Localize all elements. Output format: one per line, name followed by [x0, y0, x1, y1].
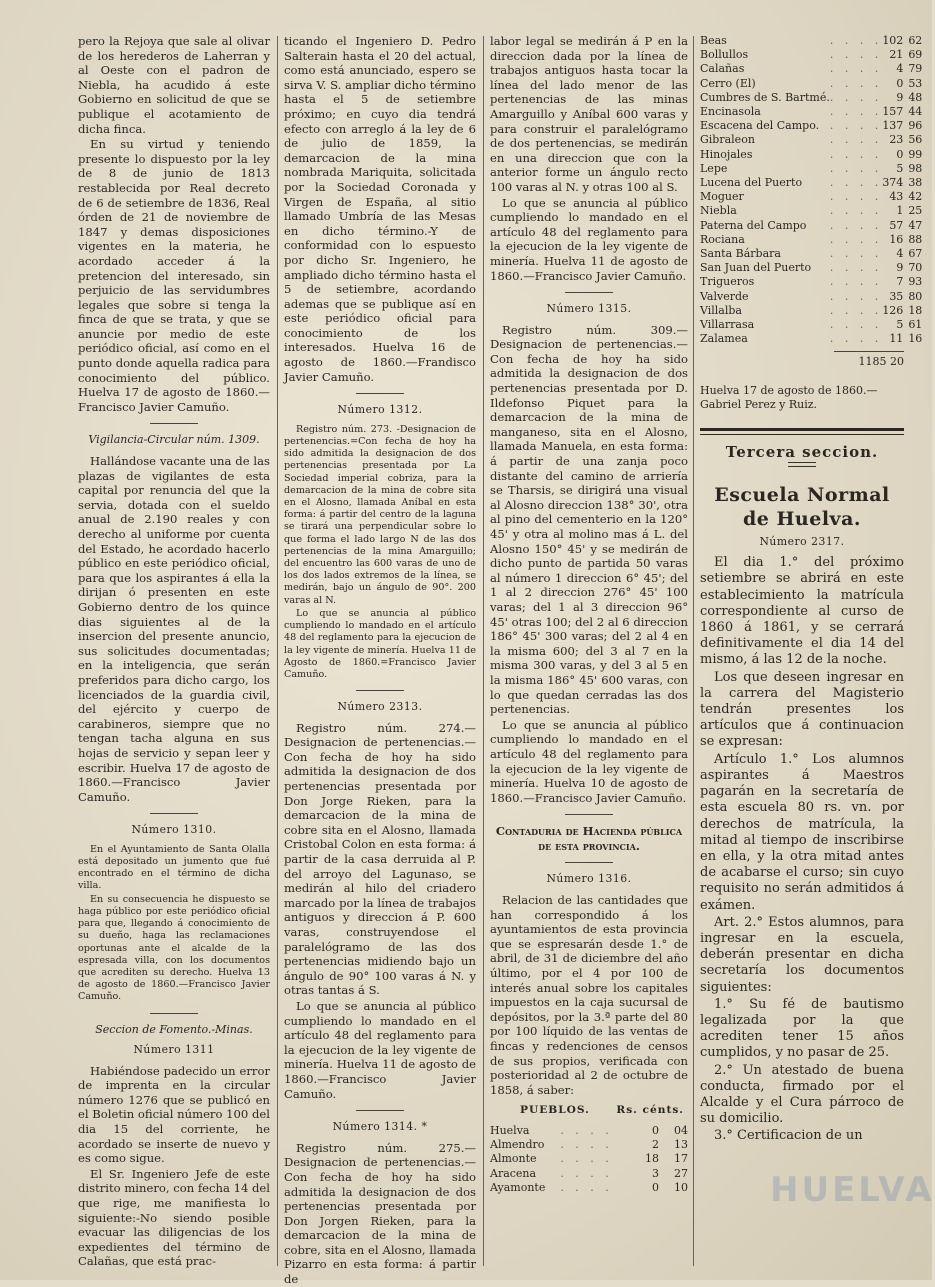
- dot-leader: . . . .: [829, 318, 883, 332]
- column-rule: [483, 36, 484, 1266]
- reales-value: 157: [882, 105, 904, 119]
- reales-value: 7: [896, 275, 904, 289]
- table-row: [700, 290, 922, 304]
- total-rule: [834, 351, 904, 352]
- table-row: [700, 162, 922, 176]
- centimos-value: 47: [908, 218, 923, 232]
- centimos-value: 88: [908, 232, 923, 246]
- centimos-value: 99: [908, 147, 923, 161]
- paragraph: En el Ayuntamiento de Santa Olalla está depositado un jumento que fué encontrado en el término de dicha villa.: [78, 843, 270, 892]
- dot-leader: . . . .: [829, 261, 883, 275]
- place-name: Santa Bárbara: [700, 247, 781, 261]
- place-name: San Juan del Puerto: [700, 261, 812, 275]
- reales-value: 1: [896, 204, 904, 218]
- paragraph: 1.° Su fé de bautismo legalizada por la que acrediten tener 15 años cumplidos, y no pasar de 25.: [700, 996, 904, 1061]
- paragraph: El Sr. Ingeniero Jefe de este distrito minero, con fecha 14 del que rige, me manifiesta lo siguiente:-No siendo posible evacuar las diligencias de los expedientes del término de Calañas, que está prac-: [78, 1166, 270, 1269]
- centimos-value: 13: [674, 1138, 688, 1152]
- watermark-stamp: HUELVA: [770, 1170, 935, 1210]
- amounts-table: [700, 34, 922, 346]
- centimos-value: 53: [908, 76, 923, 90]
- table-row: [700, 91, 922, 105]
- table-row: [700, 304, 922, 318]
- table-row: [490, 1167, 688, 1181]
- notice-number: Número 1310.: [131, 823, 217, 837]
- dot-leader: . . . .: [560, 1166, 613, 1180]
- column-header: PUEBLOS.: [520, 1104, 590, 1117]
- separator: [356, 690, 404, 691]
- reales-value: 23: [889, 133, 904, 147]
- reales-value: 126: [882, 303, 904, 317]
- column-3: [490, 34, 688, 1270]
- dot-leader: . . . .: [829, 48, 883, 62]
- reales-value: 43: [889, 190, 904, 204]
- place-name: Almonte: [490, 1152, 537, 1166]
- table-header: [520, 1103, 684, 1118]
- separator: [356, 393, 404, 394]
- reales-value: 18: [645, 1152, 659, 1166]
- centimos-value: 79: [908, 62, 923, 76]
- table-row: [700, 148, 922, 162]
- centimos-value: 48: [908, 90, 923, 104]
- place-name: Almendro: [490, 1138, 545, 1152]
- table-row: [700, 119, 922, 133]
- centimos-value: 62: [908, 34, 923, 47]
- table-row: [700, 176, 922, 190]
- place-name: Niebla: [700, 204, 737, 218]
- reales-value: 0: [896, 147, 904, 161]
- paragraph: Hallándose vacante una de las plazas de vigilantes de esta capital por renuncia del que la servia, dotada con el sueldo anual de 2.190 reales y con derecho al uniforme por cuenta del Estado, he acordado hacerlo público en este periódico oficial, para que los aspirantes á ella la dirijan ó presenten en este Gobierno dentro de los quince dias siguientes al de la insercion del presente anuncio, sus solicitudes documentadas; en la inteligencia, que serán preferidos para dicho cargo, los licenciados de la guardia civil, del ejército y cuerpo de carabineros, siempre que no tengan tacha alguna en sus hojas de servicio y sepan leer y escribir. Huelva 17 de agosto de 1860.—Francisco Javier Camuño.: [78, 454, 270, 804]
- paragraph: 2.° Un atestado de buena conducta, firmado por el Alcalde y el Cura párroco de su domicilio.: [700, 1062, 904, 1127]
- paragraph: Habiéndose padecido un error de imprenta en la circular número 1276 que se publicó en el Boletin oficial número 100 del dia 15 del corriente, he acordado se inserte de nuevo y es como sigue.: [78, 1063, 270, 1166]
- dot-leader: . . . .: [829, 105, 883, 119]
- dot-leader: . . . .: [829, 176, 883, 190]
- column-1: [78, 34, 270, 1270]
- signature-line: Huelva 17 de agosto de 1860.—Gabriel Perez y Ruiz.: [700, 384, 878, 412]
- table-row: [700, 133, 922, 147]
- centimos-value: 56: [908, 133, 923, 147]
- place-name: Escacena del Campo.: [700, 119, 820, 133]
- reales-value: 5: [896, 318, 904, 332]
- separator: [150, 813, 198, 814]
- separator: [565, 814, 613, 815]
- centimos-value: 98: [908, 161, 923, 175]
- table-row: [490, 1181, 688, 1195]
- place-name: Paterna del Campo: [700, 218, 807, 232]
- notice-number: Número 1311: [133, 1043, 215, 1057]
- paragraph: Lo que se anuncia al público cumpliendo lo mandado en el artículo 48 del reglamento para la ejecucion de la ley vigente de minería. Huelva 10 de agosto de 1860.—Francisco Javier Camuño.: [490, 717, 688, 805]
- dot-leader: . . . .: [829, 332, 883, 346]
- paragraph: Lo que se anuncia al público cumpliendo lo mandado en el artículo 48 del reglamento para la ejecucion de la ley vigente de minería. Huelva 11 de Agosto de 1860.=Francisco Javier Camuño.: [284, 607, 476, 680]
- centimos-value: 80: [908, 289, 923, 303]
- paragraph: Lo que se anuncia al público cumpliendo lo mandado en el artículo 48 del reglamento para la ejecucion de la ley vigente de minería. Huelva 11 de agosto de 1860.—Francisco Javier Camuño.: [490, 195, 688, 283]
- centimos-value: 17: [674, 1152, 688, 1166]
- dot-leader: . . . .: [829, 303, 883, 317]
- dot-leader: . . . .: [829, 133, 883, 147]
- reales-value: 102: [882, 34, 904, 47]
- table-row: [700, 34, 922, 48]
- reales-value: 3: [652, 1166, 659, 1180]
- centimos-value: 93: [908, 275, 923, 289]
- reales-value: 4: [896, 247, 904, 261]
- place-name: Rociana: [700, 232, 745, 246]
- dot-leader: . . . .: [829, 76, 883, 90]
- section-heading: Vigilancia-Circular núm. 1309.: [88, 433, 260, 447]
- reales-value: 4: [896, 62, 904, 76]
- column-2: [284, 34, 476, 1287]
- reales-value: 2: [652, 1138, 659, 1152]
- dot-leader: . . . .: [829, 147, 883, 161]
- column-header: Rs. cénts.: [616, 1104, 684, 1117]
- paragraph: Registro núm. 275.—Designacion de pertenencias.—Con fecha de hoy ha sido admitida la designacion de dos pertenencias presentada por Don Jorgen Rieken, para la demarcacion de la mina de cobre, sita en el Alosno, llamada Pizarro en esta forma: á partir de: [284, 1140, 476, 1287]
- dot-leader: . . . .: [560, 1180, 613, 1194]
- place-name: Beas: [700, 34, 727, 47]
- total-value: 1185 20: [858, 355, 904, 369]
- notice-number: Número 2317.: [759, 534, 845, 548]
- place-name: Cerro (El): [700, 76, 756, 90]
- place-name: Bollullos: [700, 48, 749, 62]
- place-name: Zalamea: [700, 332, 748, 346]
- reales-value: 9: [896, 90, 904, 104]
- table-row: [700, 204, 922, 218]
- paragraph: 3.° Certificacion de un: [714, 1128, 863, 1144]
- paragraph: Art. 2.° Estos alumnos, para ingresar en la escuela, deberán presentar en dicha secretaría los documentos siguientes:: [700, 914, 904, 995]
- separator: [150, 423, 198, 424]
- place-name: Huelva: [490, 1123, 530, 1137]
- reales-value: 57: [889, 218, 904, 232]
- separator: [565, 292, 613, 293]
- paragraph: ticando el Ingeniero D. Pedro Salterain hasta el 20 del actual, como está anunciado, espero se sirva V. S. ampliar dicho término hasta el 5 de setiembre próximo; en cuyo dia tendrá efecto con arreglo á la ley de 6 de julio de 1859, la demarcacion de la mina nombrada Mariquita, solicitada por la Sociedad Coronada y Virgen de España, al sitio llamado Umbría de las Mesas en dicho término.-Y de conformidad con lo espuesto por dicho Sr. Ingeniero, he ampliado dicho término hasta el 5 de setiembre, acordando ademas que se publique así en este periódico oficial para conocimiento de los interesados. Huelva 16 de agosto de 1860.—Frandisco Javier Camuño.: [284, 34, 476, 384]
- divider: [700, 428, 904, 431]
- reales-value: 35: [889, 289, 904, 303]
- notice-number: Número 1314. *: [332, 1120, 428, 1134]
- paragraph: Registro núm. 274.—Designacion de pertenencias.—Con fecha de hoy ha sido admitida la designacion de dos pertenencias presentada por Don Jorge Rieken, para la demarcacion de la mina de cobre sita en el Alosno, llamada Cristobal Colon en esta forma: á partir de la casa derruida al P. del arroyo del Lagunaso, se medirán al hilo del criadero marcado por la línea de trabajos antiguos y direccion á P. 600 varas, construyendose el paralelógramo de las dos pertenencias midiendo bajo un ángulo de 90° 100 varas á N. y otras tantas á S.: [284, 720, 476, 998]
- place-name: Gibraleon: [700, 133, 755, 147]
- centimos-value: 69: [908, 48, 923, 62]
- section-title: Tercera seccion.: [725, 443, 879, 462]
- place-name: Lepe: [700, 161, 728, 175]
- table-row: [700, 77, 922, 91]
- paragraph: En su virtud y teniendo presente lo dispuesto por la ley de 8 de junio de 1813 restablecida por Real decreto de 6 de setiembre de 1836, Real órden de 21 de noviembre de 1847 y demas disposiciones vigentes en la materia, he acordado acceder á la pretencion del interesado, sin perjuicio de las servidumbres legales que sobre si tenga la finca de que se trata, y que se anuncie por medio de este periódico oficial, así como en el punto donde aquella radica para conocimiento del público. Huelva 17 de agosto de 1860.—Francisco Javier Camuño.: [78, 137, 270, 414]
- centimos-value: 25: [908, 204, 923, 218]
- separator: [565, 862, 613, 863]
- table-row: [490, 1152, 688, 1166]
- dot-leader: . . . .: [829, 289, 883, 303]
- paragraph: Registro núm. 273. -Designacion de pertenencias.=Con fecha de hoy ha sido admitida la designacion de dos pertenencias presentada por La Sociedad imperial cobriza, para la demarcacion de la mina de cobre sita en el Alosno, llamada Aníbal en esta forma: á partir del centro de la laguna se tirará una perpendicular sobre lo que forma el lado largo N de las dos pertenencias de la mina Amarguillo; del encuentro las 600 varas de uno de los dos lados extremos de la línea, se medirán, bajo un ángulo de 90°. 200 varas al N.: [284, 423, 476, 606]
- table-row: [700, 62, 922, 76]
- centimos-value: 16: [908, 332, 923, 346]
- place-name: Lucena del Puerto: [700, 176, 803, 190]
- dot-leader: . . . .: [829, 90, 883, 104]
- table-row: [700, 261, 922, 275]
- table-row: [490, 1124, 688, 1138]
- reales-value: 16: [889, 232, 904, 246]
- column-4: [700, 34, 923, 1270]
- dot-leader: . . . .: [829, 34, 883, 47]
- place-name: Hinojales: [700, 147, 753, 161]
- separator: [150, 1013, 198, 1014]
- reales-value: 9: [896, 261, 904, 275]
- centimos-value: 61: [908, 318, 923, 332]
- dot-leader: . . . .: [829, 218, 883, 232]
- reales-value: 374: [882, 176, 904, 190]
- reales-value: 137: [882, 119, 904, 133]
- dot-leader: . . . .: [829, 62, 883, 76]
- dot-leader: . . . .: [829, 232, 883, 246]
- reales-value: 0: [652, 1180, 659, 1194]
- table-row: [700, 247, 922, 261]
- place-name: Calañas: [700, 62, 745, 76]
- paragraph: Los que deseen ingresar en la carrera del Magisterio tendrán presentes los artículos que á continuacion se expresan:: [700, 669, 904, 750]
- place-name: Aracena: [490, 1166, 537, 1180]
- table-row: [700, 219, 922, 233]
- section-heading: Contaduria de Hacienda pública de esta provincia.: [495, 824, 683, 853]
- paragraph: Artículo 1.° Los alumnos aspirantes á Maestros pagarán en la secretaría de esta escuela 80 rs. vn. por derechos de matrícula, la mitad al tiempo de inscribirse en ella, y la otra mitad antes de acabarse el curso; sin cuyo requisito no serán admitidos á exámen.: [700, 751, 904, 913]
- article-title: Escuela Normal de Huelva.: [714, 483, 890, 530]
- table-row: [700, 48, 922, 62]
- centimos-value: 44: [908, 105, 923, 119]
- dot-leader: . . . .: [560, 1123, 613, 1137]
- table-row: [700, 332, 922, 346]
- dot-leader: . . . .: [829, 204, 883, 218]
- place-name: Valverde: [700, 289, 749, 303]
- dot-leader: . . . .: [829, 275, 883, 289]
- paragraph: labor legal se medirán á P en la direccion dada por la línea de trabajos antiguos hasta tocar la línea del lado menor de las pertenencias de las minas Amarguillo y Aníbal 600 varas y para construir el paralelógramo de dos pertenencias, se medirán en una direccion que con la anterior forme un ángulo recto 100 varas al N. y otras 100 al S.: [490, 34, 688, 194]
- paragraph: Lo que se anuncia al público cumpliendo lo mandado en el artículo 48 del reglamento para la ejecucion de la ley vigente de minería. Huelva 11 de agosto de 1860.—Francisco Javier Camuño.: [284, 998, 476, 1101]
- column-rule: [277, 36, 278, 1266]
- column-rule: [693, 36, 694, 1266]
- centimos-value: 38: [908, 176, 923, 190]
- reales-value: 21: [889, 48, 904, 62]
- dot-leader: . . . .: [560, 1138, 613, 1152]
- centimos-value: 42: [908, 190, 923, 204]
- amounts-table: [490, 1124, 688, 1195]
- paragraph: Relacion de las cantidades que han correspondido á los ayuntamientos de esta provincia que se espresarán desde 1.° de abril, de 31 de diciembre del año último, por el 4 por 100 de interés anual sobre los capitales impuestos en la caja sucursal de depósitos, por la 3.ª parte del 80 por 100 líquido de las ventas de fincas y redenciones de censos de sus propios, verificada con posterioridad al 2 de octubre de 1858, á saber:: [490, 893, 688, 1097]
- paragraph: pero la Rejoya que sale al olivar de los herederos de Laherran y al Oeste con el padron de Niebla, ha acudido á este Gobierno en solicitud de que se publique el acotamiento de dicha finca.: [78, 34, 270, 136]
- notice-number: Número 1312.: [337, 403, 423, 417]
- paragraph: En su consecuencia he dispuesto se haga público por este periódico oficial para que, llegando á conocimiento de su dueño, haga las reclamaciones oportunas ante el alcalde de la espresada villa, con los documentos que acrediten su derecho. Huelva 13 de agosto de 1860.—Francisco Javier Camuño.: [78, 893, 270, 1003]
- paragraph: Registro núm. 309.—Designacion de pertenencias.—Con fecha de hoy ha sido admitida la designacion de dos pertenencias presentada por D. Ildefonso Piquet para la demarcacion de la mina de manganeso, sita en el Alosno, llamada Manuela, en esta forma: á partir de una zanja poco distante del camino de arriería se Tharsis, se dirigirá una visual al Alosno direccion 138° 30', otra al pino del cementerio en la 120° 45' y otra al molino mas á L. del Alosno 150° 45' y se medirán de dicho punto de partida 50 varas al número 1 direccion 6° 45'; del 1 al 2 direccion 276° 45' 100 varas; del 1 al 3 direccion 96° 45' otras 100; del 2 al 6 direccion 186° 45' 300 varas; del 2 al 4 en la misma 600; del 3 al 7 en la misma 300 varas, y del 3 al 5 en la misma 186° 45' 600 varas, con lo que quedan cerradas las dos pertenencias.: [490, 322, 688, 717]
- place-name: Cumbres de S. Bartmé.: [700, 90, 830, 104]
- notice-number: Número 1316.: [546, 872, 632, 886]
- place-name: Villalba: [700, 303, 742, 317]
- reales-value: 0: [652, 1123, 659, 1137]
- table-row: [700, 318, 922, 332]
- centimos-value: 27: [674, 1166, 688, 1180]
- notice-number: Número 1315.: [546, 302, 632, 316]
- table-row: [490, 1138, 688, 1152]
- reales-value: 0: [896, 76, 904, 90]
- section-heading: Seccion de Fomento.-Minas.: [95, 1022, 253, 1036]
- reales-value: 5: [896, 161, 904, 175]
- reales-value: 11: [889, 332, 904, 346]
- paragraph: El dia 1.° del próximo setiembre se abrirá en este establecimiento la matrícula correspondiente al curso de 1860 á 1861, y se cerrará definitivamente el dia 14 del mismo, á las 12 de la noche.: [700, 555, 904, 668]
- centimos-value: 70: [908, 261, 923, 275]
- centimos-value: 67: [908, 247, 923, 261]
- dot-leader: . . . .: [829, 190, 883, 204]
- table-row: [700, 233, 922, 247]
- dot-leader: . . . .: [829, 119, 883, 133]
- double-rule: [788, 462, 816, 467]
- place-name: Encinasola: [700, 105, 761, 119]
- place-name: Moguer: [700, 190, 744, 204]
- table-row: [700, 105, 922, 119]
- separator: [356, 1110, 404, 1111]
- dot-leader: . . . .: [829, 247, 883, 261]
- divider: [700, 434, 904, 435]
- place-name: Ayamonte: [490, 1180, 546, 1194]
- centimos-value: 18: [908, 303, 923, 317]
- centimos-value: 04: [674, 1123, 688, 1137]
- table-row: [700, 275, 922, 289]
- dot-leader: . . . .: [829, 161, 883, 175]
- dot-leader: . . . .: [560, 1152, 613, 1166]
- centimos-value: 10: [674, 1180, 688, 1194]
- place-name: Trigueros: [700, 275, 755, 289]
- table-row: [700, 190, 922, 204]
- place-name: Villarrasa: [700, 318, 755, 332]
- notice-number: Número 2313.: [337, 700, 423, 714]
- centimos-value: 96: [908, 119, 923, 133]
